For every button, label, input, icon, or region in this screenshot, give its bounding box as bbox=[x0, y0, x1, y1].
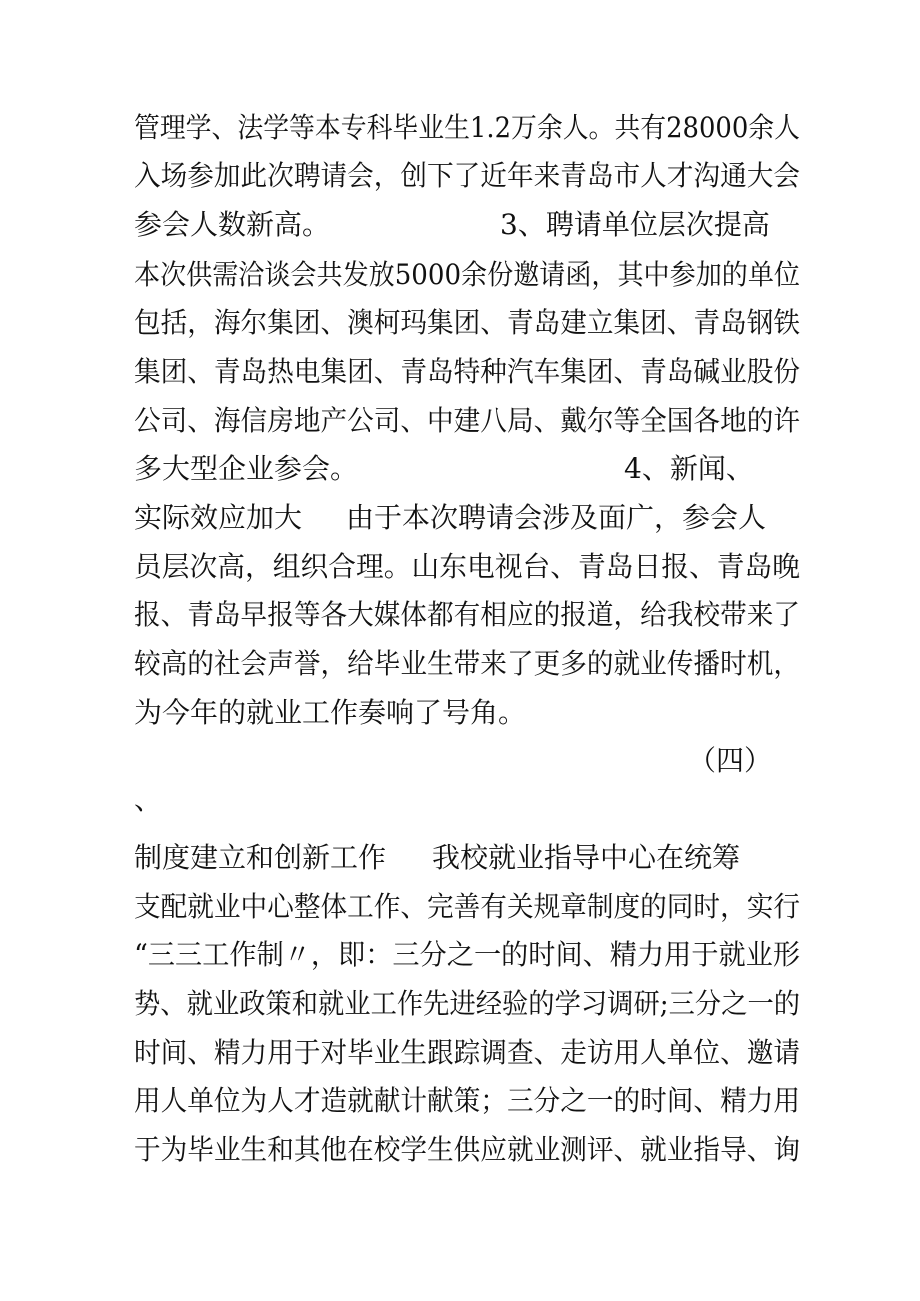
section-heading: 3、聘请单位层次提高 bbox=[500, 208, 770, 241]
text-line bbox=[134, 352, 800, 392]
line-text: 由于本次聘请会涉及面广，参会人 bbox=[346, 501, 767, 534]
section-heading: 实际效应加大 bbox=[134, 501, 303, 534]
text-line bbox=[134, 156, 800, 196]
line-text: “三三工作制〃，即：三分之一的时间、精力用于就业形 bbox=[134, 938, 801, 971]
text-line bbox=[134, 547, 800, 587]
text-line bbox=[134, 644, 800, 684]
line-text: 管理学、法学等本专科毕业生1.2万余人。共有28000余人 bbox=[134, 111, 800, 144]
text-line bbox=[134, 780, 162, 820]
line-text: 支配就业中心整体工作、完善有关规章制度的同时，实行 bbox=[134, 890, 800, 923]
text-line bbox=[134, 838, 741, 878]
text-line bbox=[134, 935, 800, 975]
line-text: 多大型企业参会。 bbox=[134, 452, 359, 485]
text-line bbox=[134, 303, 800, 343]
text-line bbox=[134, 1130, 800, 1170]
text-line bbox=[134, 693, 526, 733]
line-text: 于为毕业生和其他在校学生供应就业测评、就业指导、询 bbox=[134, 1133, 800, 1166]
section-mark: 、 bbox=[134, 783, 163, 816]
line-text: 较高的社会声誉，给毕业生带来了更多的就业传播时机， bbox=[134, 647, 800, 680]
text-line bbox=[134, 887, 800, 927]
section-heading: 制度建立和创新工作 bbox=[134, 841, 387, 874]
line-text: 本次供需洽谈会共发放5000余份邀请函，其中参加的单位 bbox=[134, 258, 800, 291]
line-text: 公司、海信房地产公司、中建八局、戴尔等全国各地的许 bbox=[134, 404, 800, 437]
text-line bbox=[134, 108, 800, 148]
text-line bbox=[134, 595, 800, 635]
line-text: 员层次高，组织合理。山东电视台、青岛日报、青岛晚 bbox=[134, 550, 800, 583]
text-line bbox=[134, 498, 767, 538]
line-text: 集团、青岛热电集团、青岛特种汽车集团、青岛碱业股份 bbox=[134, 355, 800, 388]
text-line bbox=[134, 401, 800, 441]
text-line bbox=[134, 984, 800, 1024]
line-text: 时间、精力用于对毕业生跟踪调查、走访用人单位、邀请 bbox=[134, 1036, 800, 1069]
text-line bbox=[134, 1033, 800, 1073]
line-text: 入场参加此次聘请会，创下了近年来青岛市人才沟通大会 bbox=[134, 159, 800, 192]
section-heading: 4、新闻、 bbox=[624, 452, 754, 485]
text-line bbox=[134, 255, 800, 295]
line-text: 包括，海尔集团、澳柯玛集团、青岛建立集团、青岛钢铁 bbox=[134, 306, 800, 339]
line-text: 为今年的就业工作奏响了号角。 bbox=[134, 696, 527, 729]
line-text: 势、就业政策和就业工作先进经验的学习调研;三分之一的 bbox=[134, 987, 801, 1020]
text-line bbox=[134, 205, 770, 245]
section-number: （四） bbox=[688, 744, 773, 777]
line-text: 报、青岛早报等各大媒体都有相应的报道，给我校带来了 bbox=[134, 598, 800, 631]
line-text: 用人单位为人才造就献计献策；三分之一的时间、精力用 bbox=[134, 1084, 800, 1117]
line-text: 参会人数新高。 bbox=[134, 208, 331, 241]
text-line bbox=[134, 1081, 800, 1121]
line-text: 我校就业指导中心在统筹 bbox=[432, 841, 741, 874]
text-line bbox=[134, 449, 754, 489]
